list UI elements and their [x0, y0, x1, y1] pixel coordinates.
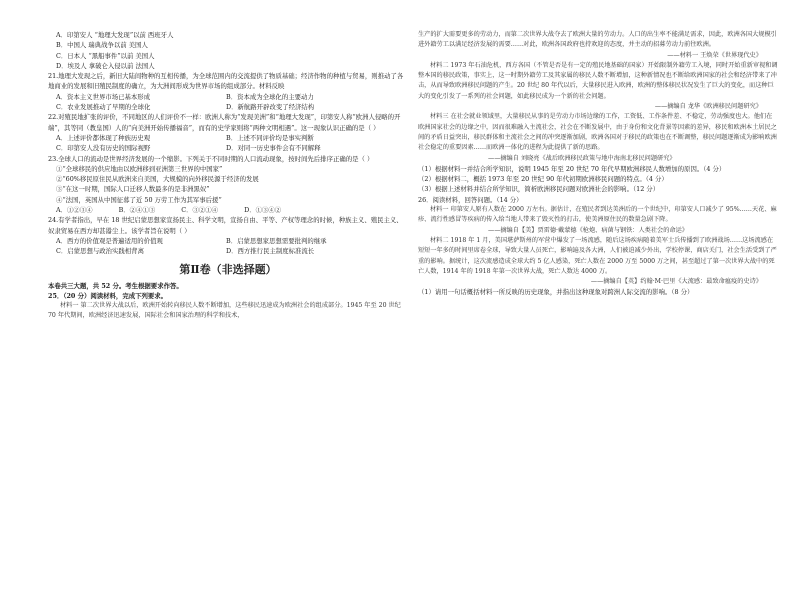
q21-options [48, 92, 408, 113]
section-note: 本卷共三大题，共 52 分。考生根据要求作答。 [48, 281, 183, 290]
q25-subquestion-2: （2）根据材料二，概括 1973 年至 20 世纪 90 年代初期欧洲移民问题的特点。（4 分） [418, 175, 668, 184]
q26-subquestion-1: （1）请用一句话概括材料一所反映的历史现象，并指出这种现象对跨洲人际交流的影响。（8 分） [418, 288, 694, 297]
source-2: ——摘编自 龙华《欧洲移民问题研究》 [654, 103, 762, 111]
q22-options [48, 133, 408, 154]
q23-item-1: ①“全球移民的供应地由以欧洲移到亚洲第三世界的中国家” [56, 164, 223, 173]
section-title: 第Ⅱ卷（非选择题） [179, 262, 277, 276]
q24-option-b: B．启蒙思想家思想需要批判的继承 [226, 236, 327, 245]
q24-option-d: D．西方推行民主制度标准流长 [226, 247, 315, 256]
q21-option-c: C．农业发展推动了早期的全球化 [56, 103, 151, 112]
q24-stem: 24.有学者指出，早在 18 世纪启蒙思想家宣扬民主、科学文明，宣扬自由、平等、产权等理念的时候，种族主义、殖民主义、奴隶贸易在西方却甚嚣尘上。该学者旨在说明（ ） [48, 216, 403, 235]
q25-heading: 25．（20 分）阅读材料，完成下列要求。 [48, 291, 168, 300]
q24-option-c: C．启蒙思想与政治实践相背离 [56, 247, 144, 256]
source-4: ——摘编自【美】贾雷德·戴蒙德《枪炮、病菌与钢铁：人类社会的命运》 [488, 226, 688, 234]
q25-subquestion-3: （3）根据上述材料并结合所学知识，简析欧洲移民问题对欧洲社会的影响。（12 分） [418, 185, 660, 194]
q26-material-1: 材料一 印第安人原有人数在 2000 万左右。据估计，在殖民者到达美洲后的一个世纪中，印第安人口减少了 95%……天花、麻疹、流行性感冒等疾病的传入给当地人带来了毁灭性的打击，使美洲原住民的数量急剧下降。 [418, 206, 777, 224]
q20-option-b: B．中国人 瑞典战争以前 美国人 [56, 41, 148, 50]
q23-option-c: C．③②①④ [181, 206, 219, 215]
q24-option-a: A．西方的价值观是普遍适用的价值观 [56, 236, 163, 245]
q22-option-d: D．对同一历史事件会有不同解释 [226, 144, 321, 153]
q25-material-1: 材料一 第二次世界大战以后，欧洲开始转向移民人数不断增加，这些移民迅速成为欧洲社会的组成部分。1945 年至 20 世纪 70 年代期间，欧洲经济迅速发展，国际社会和国家治理的科学和技术， [48, 302, 401, 320]
source-3: ——摘编自 刘晓亮《战后欧洲移民政策与地中海南北移民问题研究》 [488, 154, 676, 162]
q23-item-4: ④“法国，英国从中国征募了近 50 万劳工作为其军事后援” [56, 195, 222, 204]
q26-heading: 26．阅读材料，回答问题。（14 分） [418, 195, 523, 204]
source-1: ——材料一 王焕荣《世界现代史》 [667, 51, 762, 59]
q23-item-3: ③“在这一时期，国际人口迁移人数最多的是非洲黑奴” [56, 185, 210, 194]
q23-option-d: D．①③④② [244, 206, 282, 215]
q24-options [48, 236, 408, 257]
q23-option-b: B．②④①③ [118, 206, 156, 215]
q25-material-2: 材料二 1973 年石油危机，西方各国（不管是否是有一定的殖民地基础的国家）开始限制外籍劳工入境，同时开始重新审视和调整本国的移民政策，事实上，这一时期外籍劳工及其家属的移民人数不断增加，这种新情况也不断给欧洲国家的社会和经济带来了冲击，从而导致欧洲移民问题的产生。20 世纪 80 年代以后，大量移民进入欧洲，欧洲的整体移民状况发生了巨大的变化，而这种巨大的变化引发了一系列的社会问题，如此移民成为一个新的社会问题。 [418, 61, 778, 100]
q22-option-b: B．上述不同评价均是事实判断 [226, 133, 314, 142]
q21-option-d: D．新航路开辟改变了经济结构 [226, 103, 315, 112]
q25-subquestion-1: （1）根据材料一并结合所学知识，说明 1945 年至 20 世纪 70 年代早期欧洲移民人数增加的原因。（4 分） [418, 164, 726, 173]
q23-option-a: A．①②③④ [56, 206, 93, 215]
q20-option-a: A．印第安人 “地理大发现”以前 西班牙人 [56, 31, 174, 39]
q23-item-2: ②“60%移民原住民从欧洲来自美国，大规模的向外移民源于经济的发展 [56, 175, 259, 184]
q22-stem: 22.对殖民地扩张的评价，不同地区的人们评价不一样：欧洲人称为“发现美洲”和“地理大发现”，印第安人称“欧洲人侵略的开端”，其等同（教皇国）人的“向美洲开始传播福音”，而有的史学家则将“两种文明相遇”。这一现象认识正确的是（ ） [48, 113, 401, 132]
q21-option-b: B．资本成为全球化的主要动力 [226, 92, 314, 101]
q22-option-c: C．印第安人没有历史的国际视野 [56, 144, 151, 153]
right-page [418, 30, 778, 592]
q20-option-c: C．日本人 “黑船事件”以前 美国人 [56, 51, 155, 60]
q23-options [48, 205, 408, 215]
left-page [48, 30, 408, 592]
source-5: ——摘编自【英】约翰·M·巴里《大流感：最致命瘟疫的史诗》 [590, 278, 762, 286]
q25-material-1-continued: 生产的扩大需要更多的劳动力，而第二次世界大战夺去了欧洲大量的劳动力。人口的出生率不能满足需求，因此，欧洲各国大规模引进外籍劳工以满足经济发展的需要……对此，欧洲各国政府也持欢迎的态度，并主动的招募劳动力前往欧洲。 [418, 31, 777, 49]
q26-material-2: 材料二 1918 年 1 月，美国堪萨斯州的军营中爆发了一场流感，随后这场疾病随着美军士兵传播到了欧洲战场……这场流感在短短一年多的时间里席卷全球，导致大量人员死亡，影响遍及各大洲，人们被迫减少外出，学校停课，商店关门，社会生活受到了严重的影响。据统计，这次流感造成全球大约 5 亿人感染，死亡人数在 2000 万至 5000 万之间，甚至超过了第一次世界大战中的死亡人数，1914 年的 1918 年第一次世界大战，死亡人数达 4000 万。 [418, 236, 777, 275]
q21-stem: 21.地理大发现之后，新旧大陆间物种的互相传播，为全球范围内的交流提供了物质基础；经济作物的种植与贸易，则推动了各地商业的发展和旧殖民制度的确立，为大洲间形成为世界市场的组成部分。材料反映 [48, 72, 404, 91]
q20-option-d: D．埃及人 拿破仑入侵以前 法国人 [56, 61, 155, 70]
q23-stem: 23.全球人口的流动是世界经济发展的一个缩影。下列关于不同时期的人口流动现象，按时间先后排序正确的是（ ） [48, 154, 374, 163]
q21-option-a: A．资本主义世界市场已基本形成 [56, 92, 151, 101]
q22-option-a: A．上述评价都体现了种族历史观 [56, 133, 151, 142]
q25-material-3: 材料三 在社会就业领域里，大量移民从事的是劳动力市场边缘的工作，工资低、工作条件差、不稳定，劳动强度也大。他们在欧洲国家社会的边缘之中，因而很难融入主流社会，社会在不断发展中，由于身份和文化背景等因素的差异，移民和欧洲本土居民之间的矛盾日益突出，移民群体和主流社会之间的冲突逐渐加剧，欧洲各国对于移民的政策也在不断调整，移民问题逐渐成为影响欧洲社会稳定的重要因素……而欧洲一体化的进程为此提供了新的思路。 [418, 113, 777, 152]
